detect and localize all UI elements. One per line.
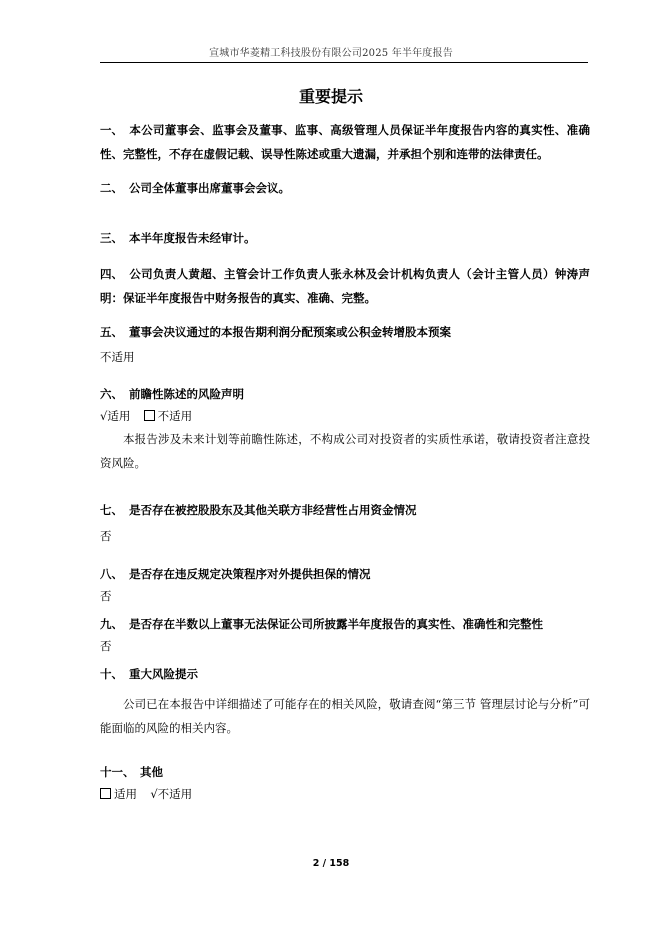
section-number: 十、 bbox=[100, 667, 123, 681]
section-number: 三、 bbox=[100, 231, 123, 245]
section-text: 本公司董事会、监事会及董事、监事、高级管理人员保证半年度报告内容的真实性、准确性、完整性，不存在虚假记载、误导性陈述或重大遗漏，并承担个别和连带的法律责任。 bbox=[100, 123, 590, 161]
page-title: 重要提示 bbox=[298, 87, 363, 106]
section-7 bbox=[100, 498, 590, 522]
section-number: 六、 bbox=[100, 387, 123, 401]
section-9 bbox=[100, 612, 590, 636]
section-4 bbox=[100, 262, 590, 310]
section-number: 五、 bbox=[100, 325, 123, 339]
applicable-option: √适用 bbox=[100, 409, 131, 423]
section-text: 是否存在半数以上董事无法保证公司所披露半年度报告的真实性、准确性和完整性 bbox=[129, 617, 543, 631]
section-text: 是否存在违反规定决策程序对外提供担保的情况 bbox=[129, 567, 371, 581]
section-11-checks bbox=[100, 784, 192, 804]
section-number: 八、 bbox=[100, 567, 123, 581]
checkbox-empty-icon bbox=[100, 788, 111, 799]
applicable-option: 适用 bbox=[114, 787, 137, 801]
header-rule bbox=[100, 62, 588, 63]
section-10-paragraph: 公司已在本报告中详细描述了可能存在的相关风险，敬请查阅“第三节 管理层讨论与分析”可能面临的风险的相关内容。 bbox=[100, 697, 590, 735]
page-number: 2 / 158 bbox=[312, 858, 350, 869]
section-8 bbox=[100, 562, 590, 586]
section-text: 其他 bbox=[140, 765, 163, 779]
section-text: 董事会决议通过的本报告期利润分配预案或公积金转增股本预案 bbox=[129, 325, 451, 339]
section-text: 前瞻性陈述的风险声明 bbox=[129, 387, 244, 401]
section-6 bbox=[100, 382, 590, 406]
section-number: 九、 bbox=[100, 617, 123, 631]
section-1 bbox=[100, 118, 590, 166]
section-number: 七、 bbox=[100, 503, 123, 517]
section-6-paragraph: 本报告涉及未来计划等前瞻性陈述，不构成公司对投资者的实质性承诺，敬请投资者注意投资风险。 bbox=[100, 432, 590, 470]
section-number: 一、 bbox=[100, 123, 123, 137]
section-5 bbox=[100, 320, 590, 344]
section-text: 重大风险提示 bbox=[129, 667, 198, 681]
not-applicable-option: 不适用 bbox=[157, 409, 193, 423]
section-3 bbox=[100, 226, 590, 250]
section-2 bbox=[100, 176, 590, 200]
section-text: 是否存在被控股股东及其他关联方非经营性占用资金情况 bbox=[129, 503, 417, 517]
section-number: 十一、 bbox=[100, 765, 135, 779]
section-number: 四、 bbox=[100, 267, 123, 281]
section-10 bbox=[100, 662, 590, 686]
page-header: 宣城市华菱精工科技股份有限公司2025 年半年度报告 bbox=[209, 48, 453, 59]
not-applicable-option: √不适用 bbox=[150, 787, 193, 801]
section-text: 本半年度报告未经审计。 bbox=[129, 231, 256, 245]
checkbox-empty-icon bbox=[144, 410, 155, 421]
section-6-checks bbox=[100, 406, 192, 426]
section-8-answer: 否 bbox=[100, 589, 112, 603]
section-number: 二、 bbox=[100, 181, 123, 195]
section-5-answer: 不适用 bbox=[100, 350, 135, 364]
section-text: 公司全体董事出席董事会会议。 bbox=[129, 181, 290, 195]
section-text: 公司负责人黄超、主管会计工作负责人张永林及会计机构负责人（会计主管人员）钟涛声明：保证半年度报告中财务报告的真实、准确、完整。 bbox=[100, 267, 590, 305]
section-11 bbox=[100, 760, 590, 784]
section-9-answer: 否 bbox=[100, 639, 112, 653]
section-7-answer: 否 bbox=[100, 529, 112, 543]
